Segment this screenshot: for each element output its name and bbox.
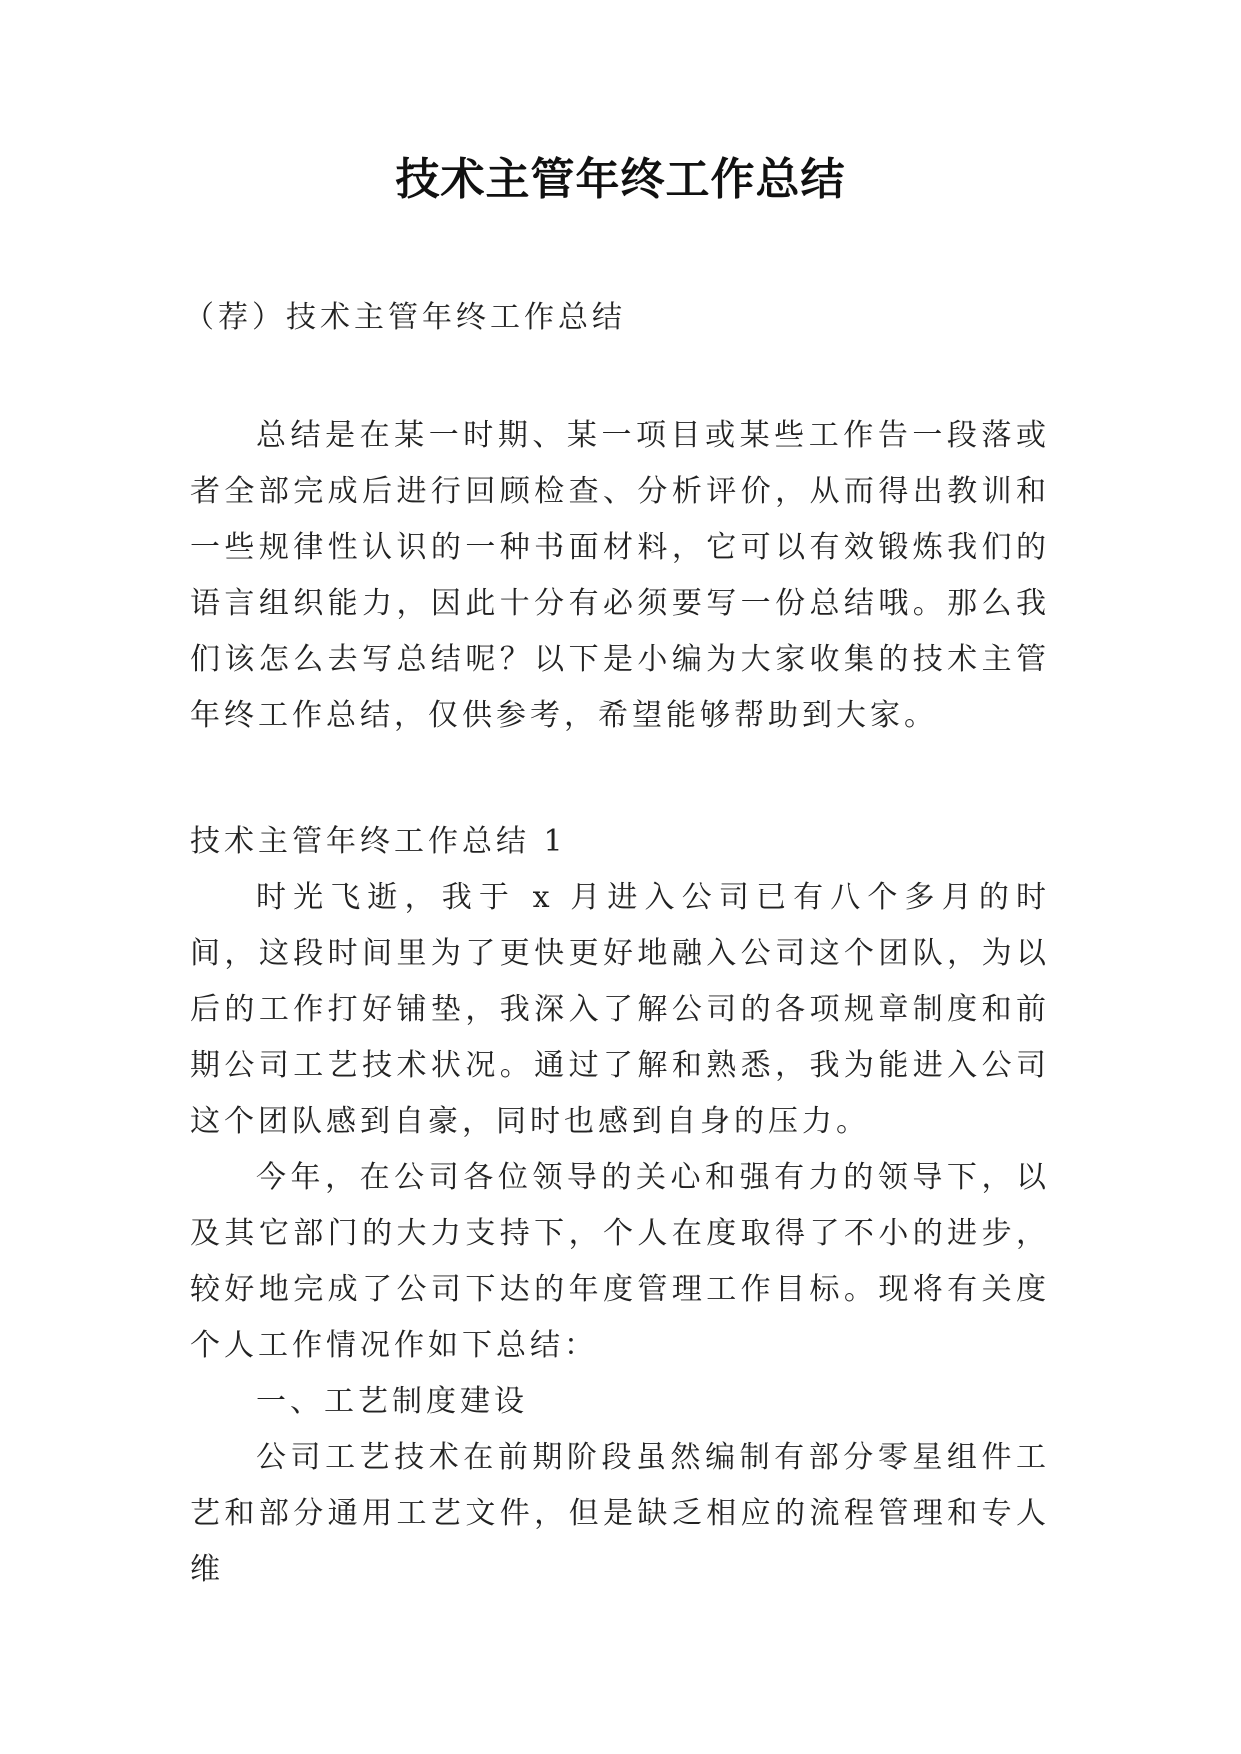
section-content: [190, 870, 1050, 1598]
document-title: 技术主管年终工作总结: [395, 154, 846, 205]
intro-paragraph: 总结是在某一时期、某一项目或某些工作告一段落或者全部完成后进行回顾检查、分析评价，从而得出教训和一些规律性认识的一种书面材料，它可以有效锻炼我们的语言组织能力，因此十分有必须要写一份总结哦。那么我们该怎么去写总结呢？以下是小编为大家收集的技术主管年终工作总结，仅供参考，希望能够帮助到大家。: [190, 418, 1050, 733]
paragraph: 今年，在公司各位领导的关心和强有力的领导下，以及其它部门的大力支持下，个人在度取得了不小的进步，较好地完成了公司下达的年度管理工作目标。现将有关度个人工作情况作如下总结：: [190, 1160, 1050, 1363]
subheading: 一、工艺制度建设: [256, 1384, 528, 1419]
section-heading: 技术主管年终工作总结 1: [190, 824, 567, 859]
document-subtitle: （荐）技术主管年终工作总结: [184, 300, 626, 335]
paragraph: 时光飞逝，我于 x 月进入公司已有八个多月的时间，这段时间里为了更快更好地融入公司这个团队，为以后的工作打好铺垫，我深入了解公司的各项规章制度和前期公司工艺技术状况。通过了解和熟悉，我为能进入公司这个团队感到自豪，同时也感到自身的压力。: [190, 880, 1050, 1139]
paragraph: 公司工艺技术在前期阶段虽然编制有部分零星组件工艺和部分通用工艺文件，但是缺乏相应的流程管理和专人维: [190, 1440, 1050, 1587]
